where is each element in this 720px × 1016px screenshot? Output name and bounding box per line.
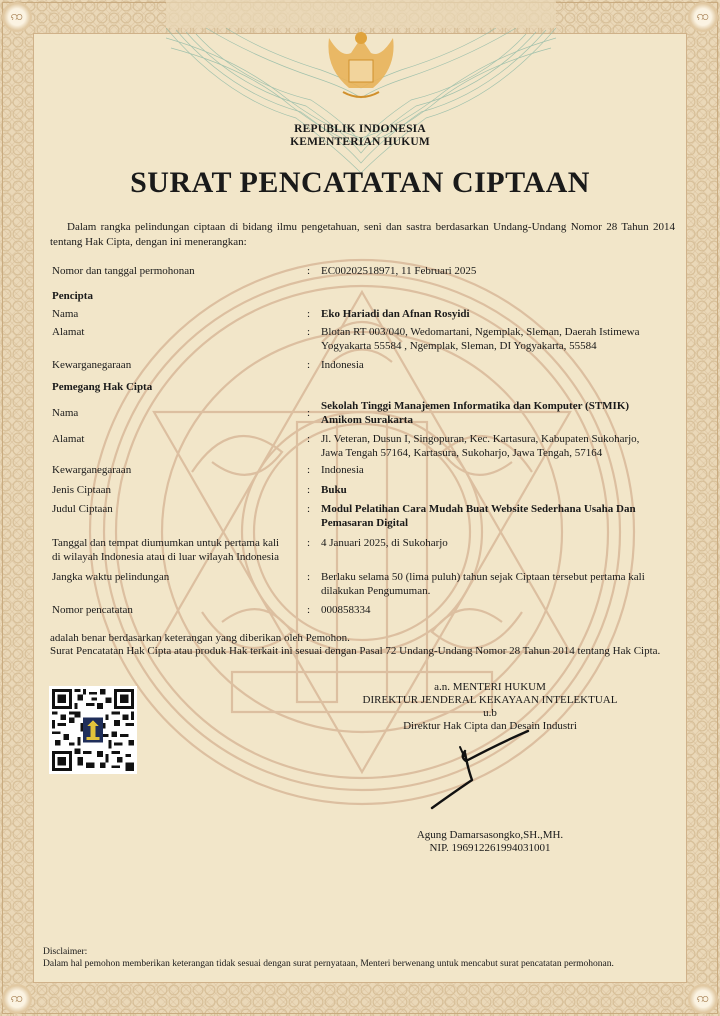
verification-qr-code[interactable] xyxy=(49,686,137,774)
disclaimer-text: Dalam hal pemohon memberikan keterangan tidak sesuai dengan surat pernyataan, Menteri berwenang untuk mencabut surat pencatatan permohonan. xyxy=(43,959,614,969)
field-label: Tanggal dan tempat diumumkan untuk pertama kali di wilayah Indonesia atau di luar wilayah Indonesia xyxy=(52,537,280,563)
closing-statement xyxy=(50,632,678,658)
director-title: Direktur Hak Cipta dan Desain Industri xyxy=(403,720,577,732)
record-number: 000858334 xyxy=(321,604,371,616)
corner-ornament-icon: ꩡ xyxy=(690,4,716,30)
closing-line: Surat Pencatatan Hak Cipta atau produk Hak terkait ini sesuai dengan Pasal 72 Undang-Undang Nomor 28 Tahun 2014 tentang Hak Cipta. xyxy=(50,645,661,657)
header-institution xyxy=(0,123,720,149)
protection-term: Berlaku selama 50 (lima puluh) tahun sejak Ciptaan tersebut pertama kali dilakukan Pengumuman. xyxy=(321,571,645,597)
corner-ornament-icon: ꩡ xyxy=(4,986,30,1012)
field-label: Alamat xyxy=(52,326,85,338)
creator-name: Eko Hariadi dan Afnan Rosyidi xyxy=(321,308,470,320)
field-label: Jenis Ciptaan xyxy=(52,484,111,496)
field-label: Jangka waktu pelindungan xyxy=(52,571,170,583)
field-label: Judul Ciptaan xyxy=(52,503,113,515)
section-heading-creator: Pencipta xyxy=(52,290,93,302)
ministry-name: KEMENTERIAN HUKUM xyxy=(290,136,430,148)
ub-line: u.b xyxy=(483,707,497,719)
field-label: Kewarganegaraan xyxy=(52,464,132,476)
closing-line: adalah benar berdasarkan keterangan yang diberikan oleh Pemohon. xyxy=(50,632,350,644)
creator-address: Blotan RT 003/040, Wedomartani, Ngemplak, Sleman, Daerah Istimewa Yogyakarta 55584 , Ngemplak, Sleman, DI Yogyakarta, 55584 xyxy=(321,326,640,352)
field-label: Nomor dan tanggal permohonan xyxy=(52,265,195,277)
work-published: 4 Januari 2025, di Sukoharjo xyxy=(321,537,448,549)
signer-name: Agung Damarsasongko,SH.,MH. xyxy=(416,829,564,841)
corner-ornament-icon: ꩡ xyxy=(4,4,30,30)
holder-name: Sekolah Tinggi Manajemen Informatika dan Komputer (STMIK) Amikom Surakarta xyxy=(321,400,630,426)
application-number: EC00202518971, 11 Februari 2025 xyxy=(321,265,477,277)
holder-citizenship: Indonesia xyxy=(321,464,364,476)
creator-citizenship: Indonesia xyxy=(321,359,364,371)
holder-address: Jl. Veteran, Dusun I, Singopuran, Kec. Kartasura, Kabupaten Sukoharjo, Jawa Tengah 57164, Kartasura, Sukoharjo, Jawa Tengah, 57164 xyxy=(321,433,640,459)
signer-block xyxy=(330,829,650,855)
handwritten-signature xyxy=(420,725,530,825)
work-type: Buku xyxy=(321,484,347,496)
disclaimer-heading: Disclaimer: xyxy=(43,947,88,957)
field-label: Kewarganegaraan xyxy=(52,359,132,371)
field-label: Alamat xyxy=(52,433,85,445)
signer-nip: NIP. 196912261994031001 xyxy=(429,842,551,854)
field-label: Nama xyxy=(52,407,79,419)
corner-ornament-icon: ꩡ xyxy=(690,986,716,1012)
page-title: SURAT PENCATATAN CIPTAAN xyxy=(130,166,590,199)
intro-paragraph: Dalam rangka pelindungan ciptaan di bidang ilmu pengetahuan, seni dan sastra berdasarkan Undang-Undang Nomor 28 Tahun 2014 tentang Hak Cipta, dengan ini menerangkan: xyxy=(50,221,675,248)
work-title: Modul Pelatihan Cara Mudah Buat Website Sederhana Usaha Dan Pemasaran Digital xyxy=(321,503,636,529)
section-heading-holder: Pemegang Hak Cipta xyxy=(52,381,153,393)
field-label: Nomor pencatatan xyxy=(52,604,133,616)
director-general-title: DIREKTUR JENDERAL KEKAYAAN INTELEKTUAL xyxy=(362,694,618,706)
country-name: REPUBLIK INDONESIA xyxy=(294,123,426,135)
field-label: Nama xyxy=(52,308,79,320)
disclaimer xyxy=(43,946,683,970)
on-behalf-line: a.n. MENTERI HUKUM xyxy=(434,681,546,693)
